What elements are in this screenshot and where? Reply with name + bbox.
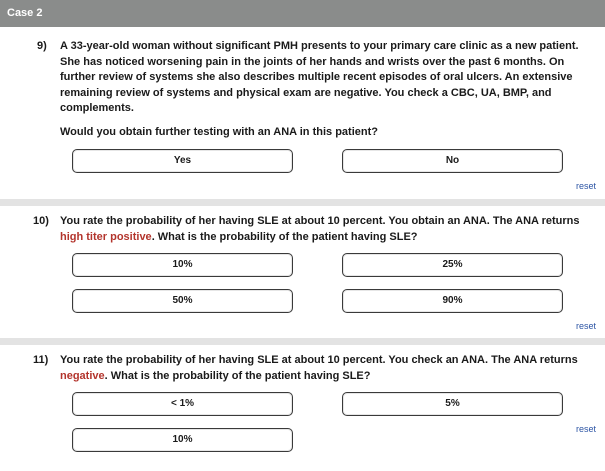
section-divider [0,199,605,206]
question-11-reset-link[interactable]: reset [575,424,596,434]
case-header [0,0,605,27]
option-less-than-1-percent-button[interactable]: < 1% [72,392,293,416]
option-90-percent-button[interactable]: 90% [342,289,563,313]
option-50-percent-button[interactable]: 50% [72,289,293,313]
question-10-number: 10) [33,215,49,227]
option-11-10-percent-button[interactable]: 10% [72,428,293,452]
option-10-percent-button[interactable]: 10% [72,253,293,277]
option-yes-button[interactable]: Yes [72,149,293,173]
question-10-text-start: You rate the probability of her having SLE at about 10 percent. You obtain an ANA. The ANA returns [60,215,580,227]
question-10-text-end: . What is the probability of the patient having SLE? [151,230,418,243]
option-5-percent-button[interactable]: 5% [342,392,563,416]
question-11-number: 11) [33,354,49,366]
question-10-section [0,206,605,338]
question-10-highlight: high titer positive [60,230,152,243]
option-no-button[interactable]: No [342,149,563,173]
question-10-reset-link[interactable]: reset [575,321,596,331]
question-11-text-start: You rate the probability of her having SLE at about 10 percent. You check an ANA. The ANA returns [60,354,578,366]
question-9-number: 9) [37,40,47,52]
question-11-section [0,345,605,471]
section-divider [0,338,605,345]
question-9-text: A 33-year-old woman without significant PMH presents to your primary care clinic as a new patient. She has noticed worsening pain in the joints of her hands and wrists over the past 6 months. On further review of systems she also describes multiple recent episodes of oral ulcers. An extensive remaining review of systems and physical exam are negative. You check a CBC, UA, BMP, and complements. [60,40,579,114]
option-25-percent-button[interactable]: 25% [342,253,563,277]
question-11-text-end: . What is the probability of the patient having SLE? [104,369,371,382]
question-9-prompt: Would you obtain further testing with an ANA in this patient? [60,126,378,138]
question-9-reset-link[interactable]: reset [575,181,596,191]
question-11-text [60,353,590,384]
case-title: Case 2 [7,7,43,19]
question-9-section [0,27,605,199]
question-11-highlight: negative [60,369,105,382]
question-10-text [60,214,590,245]
